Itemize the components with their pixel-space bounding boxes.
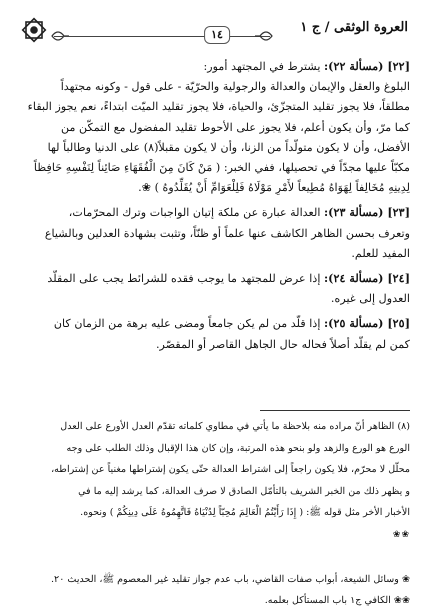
issue-22-line: لِدِينِهِ مُخَالِفاً لِهَوَاهُ مُطِيعاً لأَمْرِ مَوْلَاهُ فَلِلْعَوَامِّ أَنْ يُقَلِّدُوهُ ) ❀. bbox=[138, 181, 410, 195]
footnote-line: (٨) الظاهر أنّ مراده منه بلاحظة ما يأتي في مطاوي كلماته تقدّم العدل الأورع على العدل bbox=[60, 421, 410, 432]
issue-23-heading-line bbox=[24, 202, 410, 223]
issue-23-intro: العدالة عبارة عن ملكة إتيان الواجبات وترك المحرّمات، bbox=[68, 206, 325, 220]
issue-22-line: البلوغ والعقل والإيمان والعدالة والرجولية والحرّيّة - على قول - وكونه مجتهداً bbox=[60, 80, 410, 94]
issue-22-line: كما مرّ، وأن يكون أعلم، فلا يجوز على الأحوط تقليد المفضول مع التمكّن من bbox=[60, 120, 410, 134]
issue-23-label: [٢٣] (مسألة ٢٣): bbox=[324, 205, 410, 220]
page-header bbox=[14, 14, 420, 52]
source-reference: ❀❀ الكافي ج١ باب المستأكل بعلمه. bbox=[264, 595, 410, 607]
page-number: ١٤ bbox=[204, 26, 230, 44]
header-rule bbox=[54, 36, 270, 38]
issue-23-line: المفيد للعلم. bbox=[351, 246, 410, 260]
issue-22-intro: يشترط في المجتهد أمور: bbox=[203, 60, 325, 73]
issue-22-label: [٢٢] (مسألة ٢٢): bbox=[324, 59, 410, 73]
main-text bbox=[24, 56, 410, 355]
source-reference: ❀ وسائل الشيعة، أبواب صفات القاضي، باب عدم جواز تقليد غير المعصوم ﷺ، الحديث ٢٠. bbox=[50, 573, 410, 585]
issue-25-heading-line bbox=[24, 313, 410, 334]
footnote-end-mark bbox=[24, 526, 410, 545]
issue-24-label: [٢٤] (مسألة ٢٤): bbox=[324, 271, 410, 286]
footnotes bbox=[24, 418, 410, 613]
issue-23-line: وتعرف بحسن الظاهر الكاشف عنها علماً أو ظنّاً، وتثبت بشهادة العدلين وبالشياع bbox=[44, 226, 410, 240]
footnote-line: الورع هو الورع والزهد ولو بنحو هذه المرتبة، وإن كان هذا الإقبال وذلك الطلب على وجه bbox=[66, 442, 410, 454]
flower-icon: ❀❀ bbox=[392, 529, 410, 540]
book-title: العروة الوثقى / ج ١ bbox=[300, 20, 408, 35]
footnote-line: محلّل لا محرّم، فلا يكون راجعاً إلى اشتراط العدالة حتّى يكون إشتراطها مغنياً عن إشتراطه، bbox=[51, 464, 410, 476]
issue-25-line: كمن لم يقلّد أصلاً فحاله حال الجاهل القاصر أو المقصّر. bbox=[155, 337, 410, 351]
issue-22-line: مطلقاً، فلا يجوز تقليد المتجزّئ، والحياة، فلا يجوز تقليد الميّت ابتداءً، نعم يجوز البقاء bbox=[27, 100, 410, 114]
footnote-separator bbox=[260, 410, 410, 411]
issue-24-line: العدول إلى غيره. bbox=[330, 292, 410, 306]
issue-24-intro: إذا عرض للمجتهد ما يوجب فقده للشرائط يجب على المقلّد bbox=[47, 272, 325, 286]
issue-24-heading-line bbox=[24, 268, 410, 289]
ornament-logo-icon bbox=[20, 16, 48, 44]
issue-22-line: الأفضل، وأن لا يكون متولّداً من الزنا، وأن لا يكون مقبلاً(٨) على الدنيا وطالباً لها bbox=[47, 140, 410, 154]
issue-22-line: مكبّاً عليها مجدّاً في تحصيلها، ففي الخبر: ( مَنْ كَانَ مِنَ الْفُقَهَاءِ صَائِناً لِنَفْسِهِ حَافِظاً bbox=[33, 161, 410, 175]
issue-25-label: [٢٥] (مسألة ٢٥): bbox=[324, 316, 410, 331]
header-flourish-right-icon bbox=[254, 28, 274, 44]
footnote-line: و يظهر ذلك من الخبر الشريف بالتأمّل الصادق لا صرف العدالة، كما يرشد إليه ما في bbox=[78, 485, 410, 497]
footnote-line: الأخبار الأخر مثل قوله ﷺ: ( إِذَا رَأَيْتُمُ الْعَالِمَ مُحِبّاً لِدُنْيَاهُ فَاتَّهِمُوهُ عَلَى دِينِكُمْ ) ونحوه. bbox=[80, 507, 410, 519]
issue-25-intro: إذا قلّد من لم يكن جامعاً ومضى عليه برهة من الزمان كان bbox=[53, 317, 325, 331]
issue-22-heading-line bbox=[24, 56, 410, 77]
